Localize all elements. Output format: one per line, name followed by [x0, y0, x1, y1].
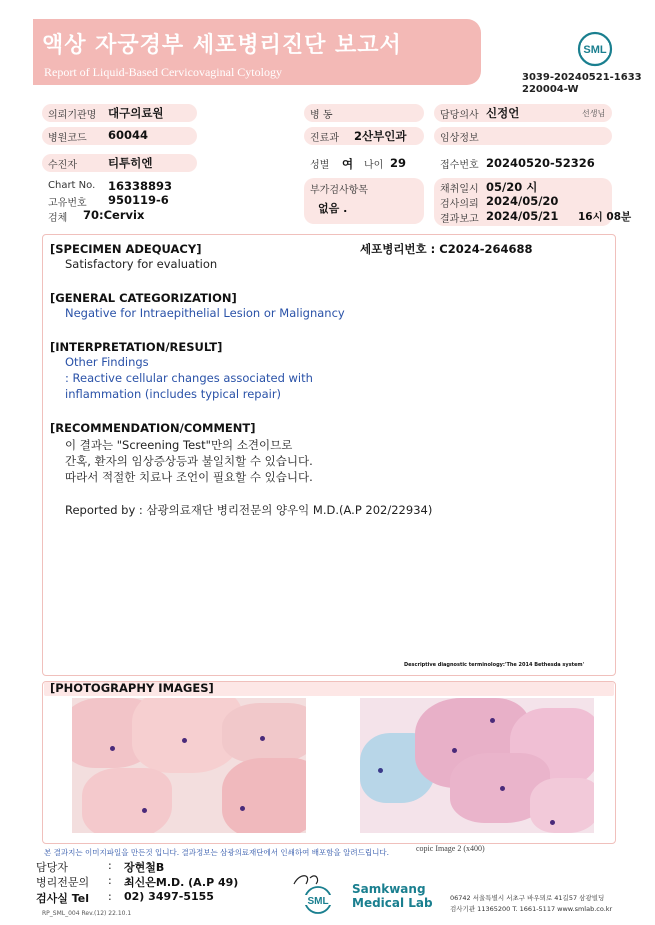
pathologist-label: 병리전문의 — [36, 876, 90, 889]
tel-value: 02) 3497-5155 — [124, 890, 214, 903]
pathologist-value: 최신은M.D. (A.P 49) — [124, 876, 239, 889]
patient-value: 티투히엔 — [108, 156, 153, 170]
pathologist-colon: : — [108, 874, 112, 887]
clinical-info-label: 임상정보 — [440, 133, 479, 144]
collect-label: 채취일시 — [440, 184, 479, 195]
adequacy-heading: [SPECIMEN ADEQUACY] — [50, 242, 202, 256]
image-2-caption: copic Image 2 (x400) — [416, 844, 485, 853]
terminology-note: Descriptive diagnostic terminology:'The 2014 Bethesda system' — [404, 662, 585, 668]
result-time: 16시 08분 — [578, 211, 632, 223]
report-title-english: Report of Liquid-Based Cervicovaginal Cytology — [44, 65, 282, 79]
tel-colon: : — [108, 890, 112, 903]
microscopic-image-2 — [360, 698, 594, 833]
age-value: 29 — [390, 156, 407, 170]
tel-label: 검사실 Tel — [36, 892, 89, 905]
specimen-value: 70:Cervix — [83, 208, 145, 222]
lab-contact-line: 검사기관 11365200 T. 1661-5117 www.smlab.co.kr — [450, 905, 613, 913]
doctor-label: 담당의사 — [440, 110, 479, 121]
form-number: RP_SML_004 Rev.(12) 22.10.1 — [42, 910, 132, 917]
receipt-label: 접수번호 — [440, 160, 479, 171]
sex-value: 여 — [342, 157, 354, 171]
staff-label: 담당자 — [36, 861, 68, 874]
extra-test-label: 부가검사항목 — [310, 185, 368, 196]
sml-logo-icon — [577, 31, 613, 67]
signature-icon — [290, 868, 348, 916]
cytology-number: 세포병리번호 : C2024-264688 — [360, 242, 533, 256]
institution-label: 의뢰기관명 — [48, 110, 97, 121]
id-value: 950119-6 — [108, 193, 169, 207]
result-value: 2024/05/21 — [486, 209, 559, 223]
recommendation-line-3: 따라서 적절한 치료나 조언이 필요할 수 있습니다. — [65, 470, 313, 484]
interpretation-line-2: : Reactive cellular changes associated with — [65, 371, 313, 385]
address-line: 06742 서울특별시 서초구 바우뫼로 41길57 삼광빌딩 — [450, 894, 605, 902]
recommendation-line-1: 이 결과는 "Screening Test"만의 소견이므로 — [65, 438, 293, 452]
general-heading: [GENERAL CATEGORIZATION] — [50, 291, 237, 305]
age-label: 나이 — [364, 160, 384, 171]
microscopic-image-1 — [72, 698, 306, 833]
interpretation-line-3: inflammation (includes typical repair) — [65, 387, 282, 401]
svg-text:SML: SML — [583, 44, 607, 56]
collect-value: 05/20 시 — [486, 180, 538, 194]
footer-notice: 본 결과지는 이미지파일을 만든것 입니다. 결과정보는 삼광의료재단에서 인쇄하여 배포함을 알려드립니다. — [44, 848, 390, 857]
chart-value: 16338893 — [108, 179, 173, 193]
svg-text:SML: SML — [307, 896, 329, 907]
interpretation-heading: [INTERPRETATION/RESULT] — [50, 340, 223, 354]
report-title-korean: 액상 자궁경부 세포병리진단 보고서 — [42, 33, 402, 58]
title-banner — [33, 19, 481, 85]
specimen-label: 검체 — [48, 213, 68, 224]
dept-value: 2산부인과 — [354, 129, 407, 143]
interpretation-line-1: Other Findings — [65, 355, 149, 369]
ward-label: 병 동 — [310, 110, 333, 121]
photography-heading: [PHOTOGRAPHY IMAGES] — [50, 681, 214, 695]
report-number: 3039-20240521-1633 220004-W — [522, 72, 642, 95]
dept-label: 진료과 — [310, 133, 339, 144]
hospital-code-label: 병원코드 — [48, 133, 87, 144]
reported-by: Reported by : 삼광의료재단 병리전문의 양우익 M.D.(A.P 202/22934) — [65, 503, 433, 517]
chart-label: Chart No. — [48, 180, 96, 191]
request-label: 검사의뢰 — [440, 199, 479, 210]
id-label: 고유번호 — [48, 198, 87, 209]
patient-label: 수진자 — [48, 160, 77, 171]
request-value: 2024/05/20 — [486, 194, 559, 208]
institution-value: 대구의료원 — [108, 106, 164, 120]
recommendation-heading: [RECOMMENDATION/COMMENT] — [50, 421, 256, 435]
sex-label: 성별 — [310, 160, 330, 171]
extra-test-value: 없음 . — [318, 202, 348, 215]
hospital-code-value: 60044 — [108, 128, 149, 142]
doctor-suffix: 선생님 — [582, 109, 606, 118]
adequacy-text: Satisfactory for evaluation — [65, 257, 218, 271]
recommendation-line-2: 간혹, 환자의 임상증상등과 불일치할 수 있습니다. — [65, 454, 313, 468]
receipt-value: 20240520-52326 — [486, 156, 595, 170]
staff-value: 장현철B — [124, 861, 165, 874]
general-text: Negative for Intraepithelial Lesion or Malignancy — [65, 306, 345, 320]
result-label: 결과보고 — [440, 214, 479, 225]
doctor-value: 신정언 — [486, 106, 520, 120]
brand-name: Samkwang Medical Lab — [352, 882, 433, 910]
staff-colon: : — [108, 859, 112, 872]
